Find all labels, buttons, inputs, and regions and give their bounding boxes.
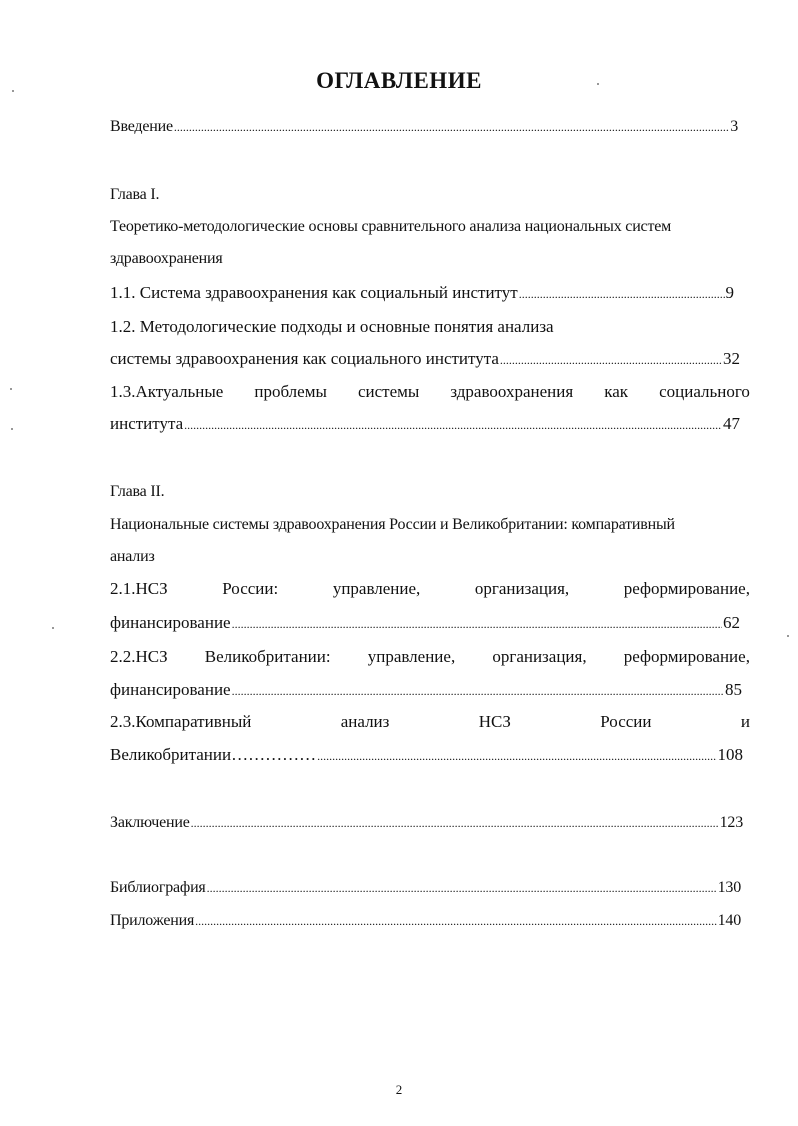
toc-entry-label: Приложения (110, 912, 195, 929)
word: и (740, 712, 750, 731)
toc-entry-page: 62 (723, 613, 740, 632)
chapter2-title-line1: Национальные системы здравоохранения России и Великобритании: компаративный (110, 516, 675, 533)
dot-leader (232, 679, 724, 702)
toc-entry-1-2 (110, 348, 740, 371)
word: социального (659, 382, 750, 401)
word: 1.3.Актуальные (110, 382, 224, 401)
word: Великобритании: (204, 647, 331, 666)
toc-entry-1-1 (110, 282, 734, 305)
toc-entry-page: 9 (725, 283, 734, 302)
scan-speck (10, 388, 12, 390)
page-title: ОГЛАВЛЕНИЕ (316, 68, 482, 93)
toc-entry-conclusion (110, 812, 743, 834)
toc-entry-page: 108 (717, 745, 743, 764)
scan-speck (11, 428, 13, 430)
word: организация, (474, 579, 570, 598)
dot-leader (174, 116, 729, 138)
toc-entry-label: системы здравоохранения как социального института (110, 349, 499, 368)
toc-entry-label: Великобритании…………… (110, 745, 317, 764)
toc-entry-1-3-line1 (110, 381, 750, 403)
dot-leader (184, 413, 722, 436)
toc-entry-bibliography (110, 877, 741, 899)
toc-entry-label: института (110, 414, 184, 433)
toc-entry-1-3 (110, 413, 740, 436)
word: управление, (332, 579, 421, 598)
word: России (600, 712, 652, 731)
toc-entry-page: 85 (725, 680, 742, 699)
scan-speck (12, 90, 14, 92)
toc-entry-label: Заключение (110, 814, 190, 831)
toc-entry-2-2 (110, 679, 742, 702)
dot-leader (191, 812, 719, 834)
word: 2.2.НСЗ (110, 647, 168, 666)
toc-entry-page: 140 (717, 912, 741, 929)
word: системы (357, 382, 420, 401)
toc-entry-1-2-line1: 1.2. Методологические подходы и основные понятия анализа (110, 317, 554, 336)
toc-entry-2-3 (110, 744, 743, 767)
toc-entry-2-3-line1 (110, 711, 750, 733)
scan-speck (787, 635, 789, 637)
word: организация, (492, 647, 587, 666)
chapter1-title-line2: здравоохранения (110, 250, 223, 267)
word: реформирование, (623, 579, 750, 598)
toc-entry-2-2-line1 (110, 646, 750, 668)
dot-leader (207, 877, 717, 899)
toc-entry-page: 32 (723, 349, 740, 368)
toc-entry-page: 3 (730, 118, 738, 135)
chapter1-title-line1: Теоретико-методологические основы сравнительного анализа национальных систем (110, 218, 672, 235)
word: управление, (367, 647, 456, 666)
toc-entry-page: 123 (719, 814, 743, 831)
scan-speck (597, 83, 599, 85)
word: анализ (340, 712, 390, 731)
page-number: 2 (395, 1082, 403, 1097)
word: России: (222, 579, 279, 598)
toc-entry-page: 47 (723, 414, 740, 433)
toc-entry-label: Библиография (110, 879, 206, 896)
word: 2.1.НСЗ (110, 579, 168, 598)
toc-entry-page: 130 (717, 879, 741, 896)
dot-leader (317, 744, 716, 767)
word: проблемы (254, 382, 327, 401)
dot-leader (232, 612, 722, 635)
chapter2-heading: Глава II. (110, 483, 165, 500)
word: здравоохранения (450, 382, 574, 401)
toc-entry-2-1-line1 (110, 578, 750, 600)
toc-entry-label: финансирование (110, 613, 231, 632)
scan-speck (52, 627, 54, 629)
dot-leader (500, 348, 722, 371)
dot-leader (195, 910, 716, 932)
toc-entry-appendices (110, 910, 741, 932)
chapter2-title-line2: анализ (110, 548, 155, 565)
dot-leader (519, 282, 725, 305)
word: как (604, 382, 629, 401)
chapter1-heading: Глава I. (110, 186, 160, 203)
word: реформирование, (623, 647, 750, 666)
toc-entry-intro (110, 116, 738, 138)
toc-entry-2-1 (110, 612, 740, 635)
toc-entry-label: 1.1. Система здравоохранения как социальный институт (110, 283, 518, 302)
word: 2.3.Компаративный (110, 712, 252, 731)
toc-entry-label: Введение (110, 118, 173, 135)
toc-entry-label: финансирование (110, 680, 231, 699)
word: НСЗ (478, 712, 511, 731)
